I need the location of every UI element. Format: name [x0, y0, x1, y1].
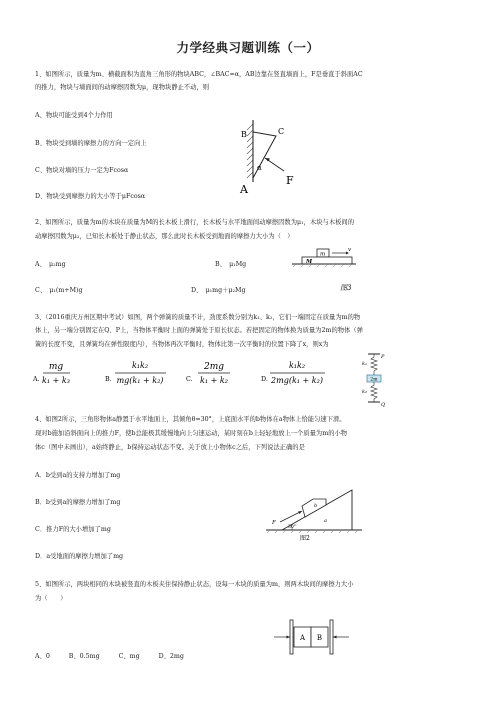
q3-option-a-denominator: k₁ + k₃: [42, 376, 70, 385]
q4-option-c: C．推力F的大小增加了mg: [35, 526, 111, 533]
label-b: B: [241, 130, 247, 139]
q2-option-c: C、 μ₁(m+M)g: [35, 287, 83, 294]
label-b: B: [316, 634, 323, 642]
q4-figure-incline: [258, 474, 368, 542]
q3-option-b-numerator: k₁k₂: [131, 361, 149, 370]
label-a: A: [299, 634, 306, 642]
q3-stem-line-1: 3、（2016重庆万州区期中考试）如图，两个弹簧的质量不计，劲度系数分别为k₁、k₂，它们一端固定在质量为m的物: [35, 314, 361, 321]
q4-stem-line-1: 4、如图2所示，三角形物体a静置于水平地面上，其倾角θ=30°，上底面水平的b物体在a物体上恰能匀速下滑。: [35, 416, 346, 423]
q3-option-b: [105, 361, 166, 385]
ground-hatching: [293, 264, 352, 267]
q1-stem-line-1: 1、如图所示，质量为m、横截面积为直角三角形的物块ABC，∠BAC=α，AB边靠在竖直墙面上，F是垂直于斜面AC: [35, 71, 363, 78]
ground-hatching: [267, 530, 358, 533]
q4-stem-line-3: 体c（图中未画出），a始终静止，b保持运动状态不变。关于放上小物体c之后，下列说法正确的是: [35, 444, 305, 451]
q3-option-c: [186, 362, 230, 385]
label-mass: 2m: [370, 377, 378, 383]
label-b: b: [314, 503, 318, 509]
label-angle: 30°: [288, 525, 296, 530]
q5-figure-clamped-blocks: [272, 618, 352, 656]
q1-figure-wall-wedge: [230, 118, 310, 196]
q4-stem-line-2: 现对b施加沿斜面向上的推力F，使b总能极其缓慢地向上匀速运动，某时刻在b上轻轻地放上一个质量为m的小物: [35, 430, 348, 437]
q1-option-a: A、物块可能受到4个力作用: [35, 112, 113, 119]
q5-stem-line-1: 5、如图所示，两块相同的木块被竖直的木板夹住保持静止状态，设每一木块的质量为m，则两木块间的摩擦力大小: [35, 581, 354, 588]
label-k1: k₁: [362, 361, 368, 367]
q3-option-a: [33, 362, 70, 385]
label-big-m: M: [306, 259, 313, 265]
q2-figure-board-block: [290, 246, 356, 296]
q2-stem-line-1: 2、如图所示，质量为m的木块在质量为M的长木板上滑行，长木板与水平地面间动摩擦因数为μ₁，木块与木板间的: [35, 219, 354, 226]
q3-stem-line-3: 簧的长度不变，且弹簧均在弹性限度内），当物体再次平衡时，物体比第一次平衡时的位置下降了x，则x为: [35, 341, 329, 348]
q5-options: A、0 B、0.5mg C、mg D、2mg: [35, 653, 184, 660]
left-force-arrowhead: [287, 636, 291, 639]
q2-option-b: B、 μ₁Mg: [215, 261, 247, 268]
svg-text:A.: A.: [33, 376, 40, 383]
q4-option-b: B．b受到a的摩擦力增加了mg: [35, 499, 121, 506]
right-board: [330, 620, 333, 654]
q2-option-d: D、 μ₁mg＋μ₂Mg: [191, 287, 246, 294]
label-alpha: α: [257, 164, 262, 172]
label-p: P: [381, 354, 385, 360]
svg-text:C.: C.: [186, 376, 193, 383]
svg-text:B.: B.: [105, 376, 112, 383]
q3-option-d-numerator: k₁k₂: [288, 361, 306, 370]
q3-stem-line-2: 体上，另一端分别固定在Q、P上，当物体平衡时上面的弹簧处于原长状态。若把固定的物体换为质量为2m的物体（弹: [35, 327, 363, 334]
label-m: m: [320, 251, 326, 258]
label-k2: k₂: [362, 389, 368, 395]
q4-option-d: D．a受地面的摩擦力增加了mg: [35, 553, 124, 560]
q1-option-d: D、物块受到摩擦力的大小等于μFcosα: [35, 193, 146, 200]
label-a: a: [324, 518, 327, 524]
label-f: F: [272, 520, 276, 526]
svg-text:D.: D.: [261, 376, 268, 383]
label-f: F: [286, 174, 294, 187]
right-force-arrowhead: [333, 636, 337, 639]
q2-option-a: A、 μ₂mg: [35, 261, 66, 268]
label-v: v: [348, 247, 352, 253]
q3-option-b-denominator: mg(k₁ + k₂): [116, 376, 164, 385]
page-title: 力学经典习题训练（一）: [176, 40, 320, 55]
q3-option-c-numerator: 2mg: [203, 362, 225, 372]
spring-k1: [371, 354, 377, 375]
q2-stem-line-2: 动摩擦因数为μ₂，已知长木板处于静止状态，那么此时长木板受到地面的摩擦力大小为（ ）: [35, 233, 294, 240]
q3-figure-springs: [360, 352, 388, 408]
left-board: [290, 620, 293, 654]
spring-k2: [371, 382, 377, 402]
q3-options-fractions: [33, 354, 333, 402]
q1-option-b: B、物块受到墙的摩擦力的方向一定向上: [35, 140, 147, 147]
q1-stem-line-2: 的推力，物块与墙面间的动摩擦因数为μ，现物块静止不动，则: [35, 84, 210, 91]
q1-option-c: C、物块对墙的压力一定为Fcosα: [35, 167, 129, 174]
q4-option-a: A．b受到a的支持力增加了mg: [35, 472, 121, 479]
label-q: Q: [381, 402, 386, 408]
label-c: C: [278, 127, 285, 136]
label-a: A: [240, 183, 248, 196]
label-fig3: 图3: [340, 284, 352, 292]
q3-option-d-denominator: 2mg(k₁ + k₂): [271, 376, 323, 385]
label-fig2: 图2: [300, 535, 310, 542]
q5-stem-line-2: 为（ ）: [35, 595, 67, 602]
wall-hatching: [247, 124, 253, 178]
q3-option-d: [261, 361, 325, 385]
force-f-arrowhead: [298, 511, 302, 514]
q3-option-c-denominator: k₁ + k₂: [200, 376, 228, 385]
q3-option-a-numerator: mg: [48, 362, 64, 372]
